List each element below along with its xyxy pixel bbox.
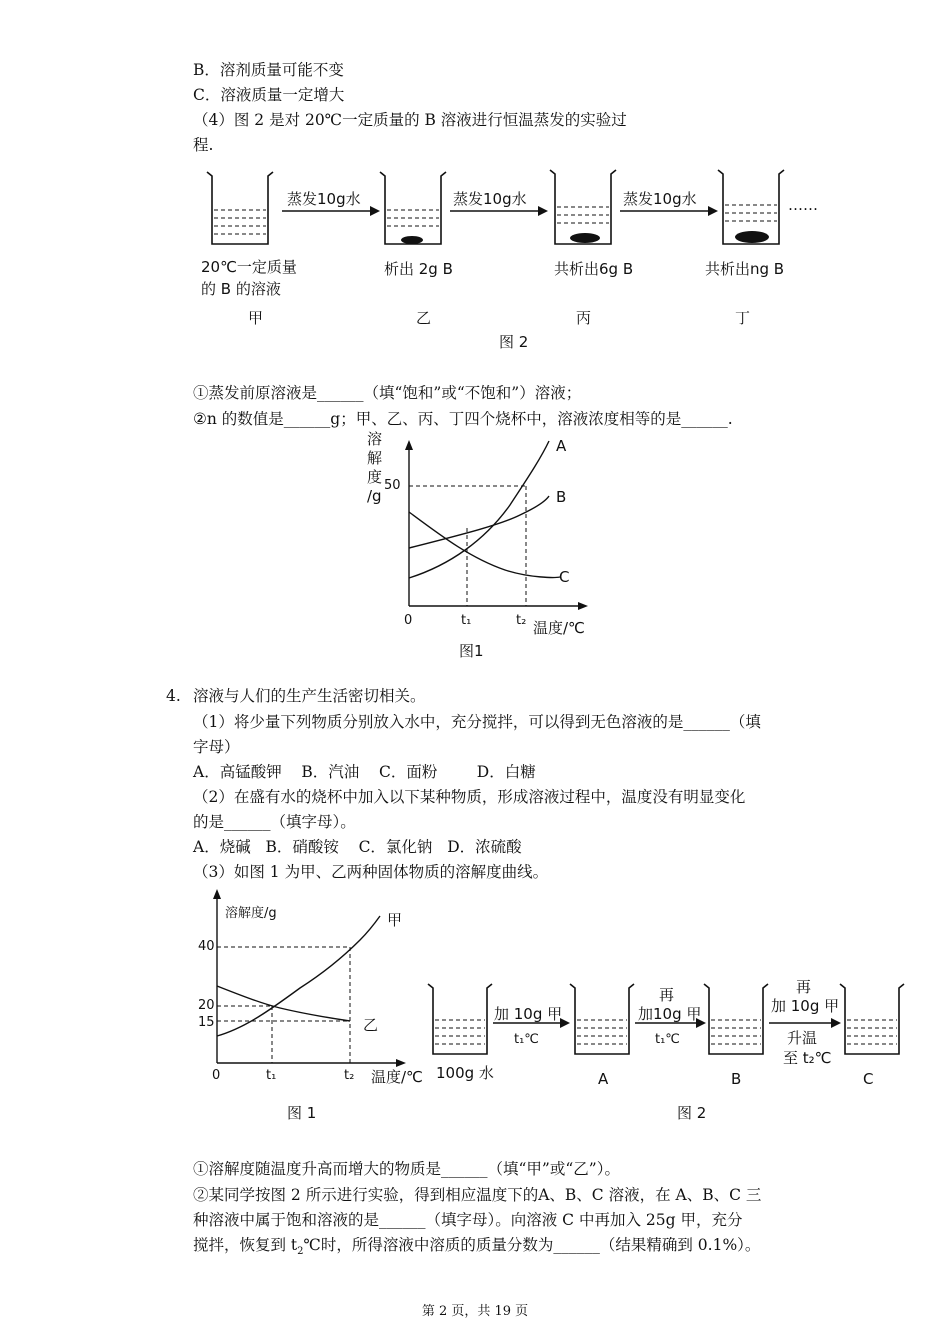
q4-part1: （1）将少量下列物质分别放入水中，充分搅拌，可以得到无色溶液的是______（填 [193,713,761,731]
ellipsis: …… [788,196,818,214]
fig1-y-tick-50: 50 [384,478,401,493]
fig1b-t2: t₂ [344,1068,355,1083]
name-ding: 丁 [735,309,751,327]
fig1b-y-tick-20: 20 [198,998,215,1013]
fig1-t2: t₂ [516,613,527,628]
part4-intro: （4）图 2 是对 20℃一定质量的 B 溶液进行恒温蒸发的实验过 [193,111,627,129]
fig2b-label-a: A [598,1070,609,1088]
arrow-label-3: 蒸发10g水 [623,190,697,208]
label-jia-2: 的 B 的溶液 [201,280,281,298]
fig2b-step2-temp: t₁℃ [655,1032,680,1047]
q4-question-1: ①溶解度随温度升高而增大的物质是______（填“甲”或“乙”）。 [193,1160,620,1178]
arrow-label-1: 蒸发10g水 [287,190,361,208]
part4-intro-cont: 程. [193,136,214,154]
q3-4-question-2: ②n 的数值是______g；甲、乙、丙、丁四个烧杯中，溶液浓度相等的是______. [193,410,733,428]
fig1b-caption: 图 1 [287,1104,317,1122]
fig2b-step2-b: 加10g 甲 [638,1005,702,1023]
q4-part2: （2）在盛有水的烧杯中加入以下某种物质，形成溶液过程中，温度没有明显变化 [193,788,746,806]
fig2b-water: 100g 水 [436,1064,494,1082]
fig2b-caption: 图 2 [677,1104,707,1122]
q4-part1-options: A．高锰酸钾 B．汽油 C．面粉 D．白糖 [193,763,536,781]
option-c: C．溶液质量一定增大 [193,86,345,104]
fig1b-y-tick-40: 40 [198,939,215,954]
label-jia-1: 20℃一定质量 [201,258,297,276]
fig2b-step3-b: 加 10g 甲 [771,997,840,1015]
arrow-label-2: 蒸发10g水 [453,190,527,208]
option-b: B．溶剂质量可能不变 [193,61,344,79]
q4-question-2: ②某同学按图 2 所示进行实验，得到相应温度下的A、B、C 溶液，在 A、B、C 三 [193,1186,762,1204]
fig2b-step3-d: 至 t₂℃ [783,1049,832,1067]
label-bing: 共析出6g B [554,260,634,278]
name-jia: 甲 [248,309,264,327]
fig1b-xlabel: 温度/℃ [371,1068,423,1086]
fig1-caption: 图1 [459,642,484,660]
q4-question-2-end: 搅拌，恢复到 $t_2℃$时，所得溶液中溶质的质量分数为______（结果精确到 0.1%）。 [193,1236,761,1258]
label-yi: 析出 2g B [384,260,453,278]
fig1-origin: 0 [404,613,413,628]
fig1b-t1: t₁ [266,1068,277,1083]
q3-4-question-1: ①蒸发前原溶液是______（填“饱和”或“不饱和”）溶液； [193,384,582,402]
fig2b-step1-temp: t₁℃ [514,1032,539,1047]
page-footer: 第 2 页，共 19 页 [421,1304,529,1319]
label-ding: 共析出ng B [705,260,785,278]
fig2b-step2-a: 再 [659,986,675,1004]
q4-stem: 溶液与人们的生产生活密切相关。 [193,687,426,705]
name-yi: 乙 [416,309,432,327]
q4-part2-cont: 的是______（填字母）。 [193,813,356,831]
q4-part2-options: A．烧碱 B．硝酸铵 C．氯化钠 D．浓硫酸 [193,838,522,856]
name-bing: 丙 [576,309,592,327]
q4-number: 4. [166,687,181,705]
fig1b-y-tick-15: 15 [198,1015,215,1030]
q4-part1-cont: 字母） [193,738,240,756]
q4-question-2-cont: 种溶液中属于饱和溶液的是______（填字母）。向溶液 C 中再加入 25g 甲，充分 [193,1211,743,1229]
fig2-caption: 图 2 [499,333,529,351]
fig2b-label-c: C [863,1070,874,1088]
fig2b-label-b: B [731,1070,742,1088]
fig1b-series-jia: 甲 [387,911,403,929]
fig2b-step1: 加 10g 甲 [494,1005,563,1023]
fig2b-step3-c: 升温 [787,1029,818,1047]
fig1-series-c: C [559,568,570,586]
fig1-t1: t₁ [461,613,472,628]
fig1-ylabel: 溶 解 度 /g [367,430,383,505]
q4-part3: （3）如图 1 为甲、乙两种固体物质的溶解度曲线。 [193,863,549,881]
fig1-xlabel: 温度/℃ [533,619,585,637]
fig1-series-b: B [556,488,567,506]
fig2b-step3-a: 再 [796,978,812,996]
fig1b-series-yi: 乙 [363,1016,379,1034]
fig1-series-a: A [556,437,567,455]
fig1b-origin: 0 [212,1068,221,1083]
fig1b-ylabel: 溶解度/g [225,906,277,921]
